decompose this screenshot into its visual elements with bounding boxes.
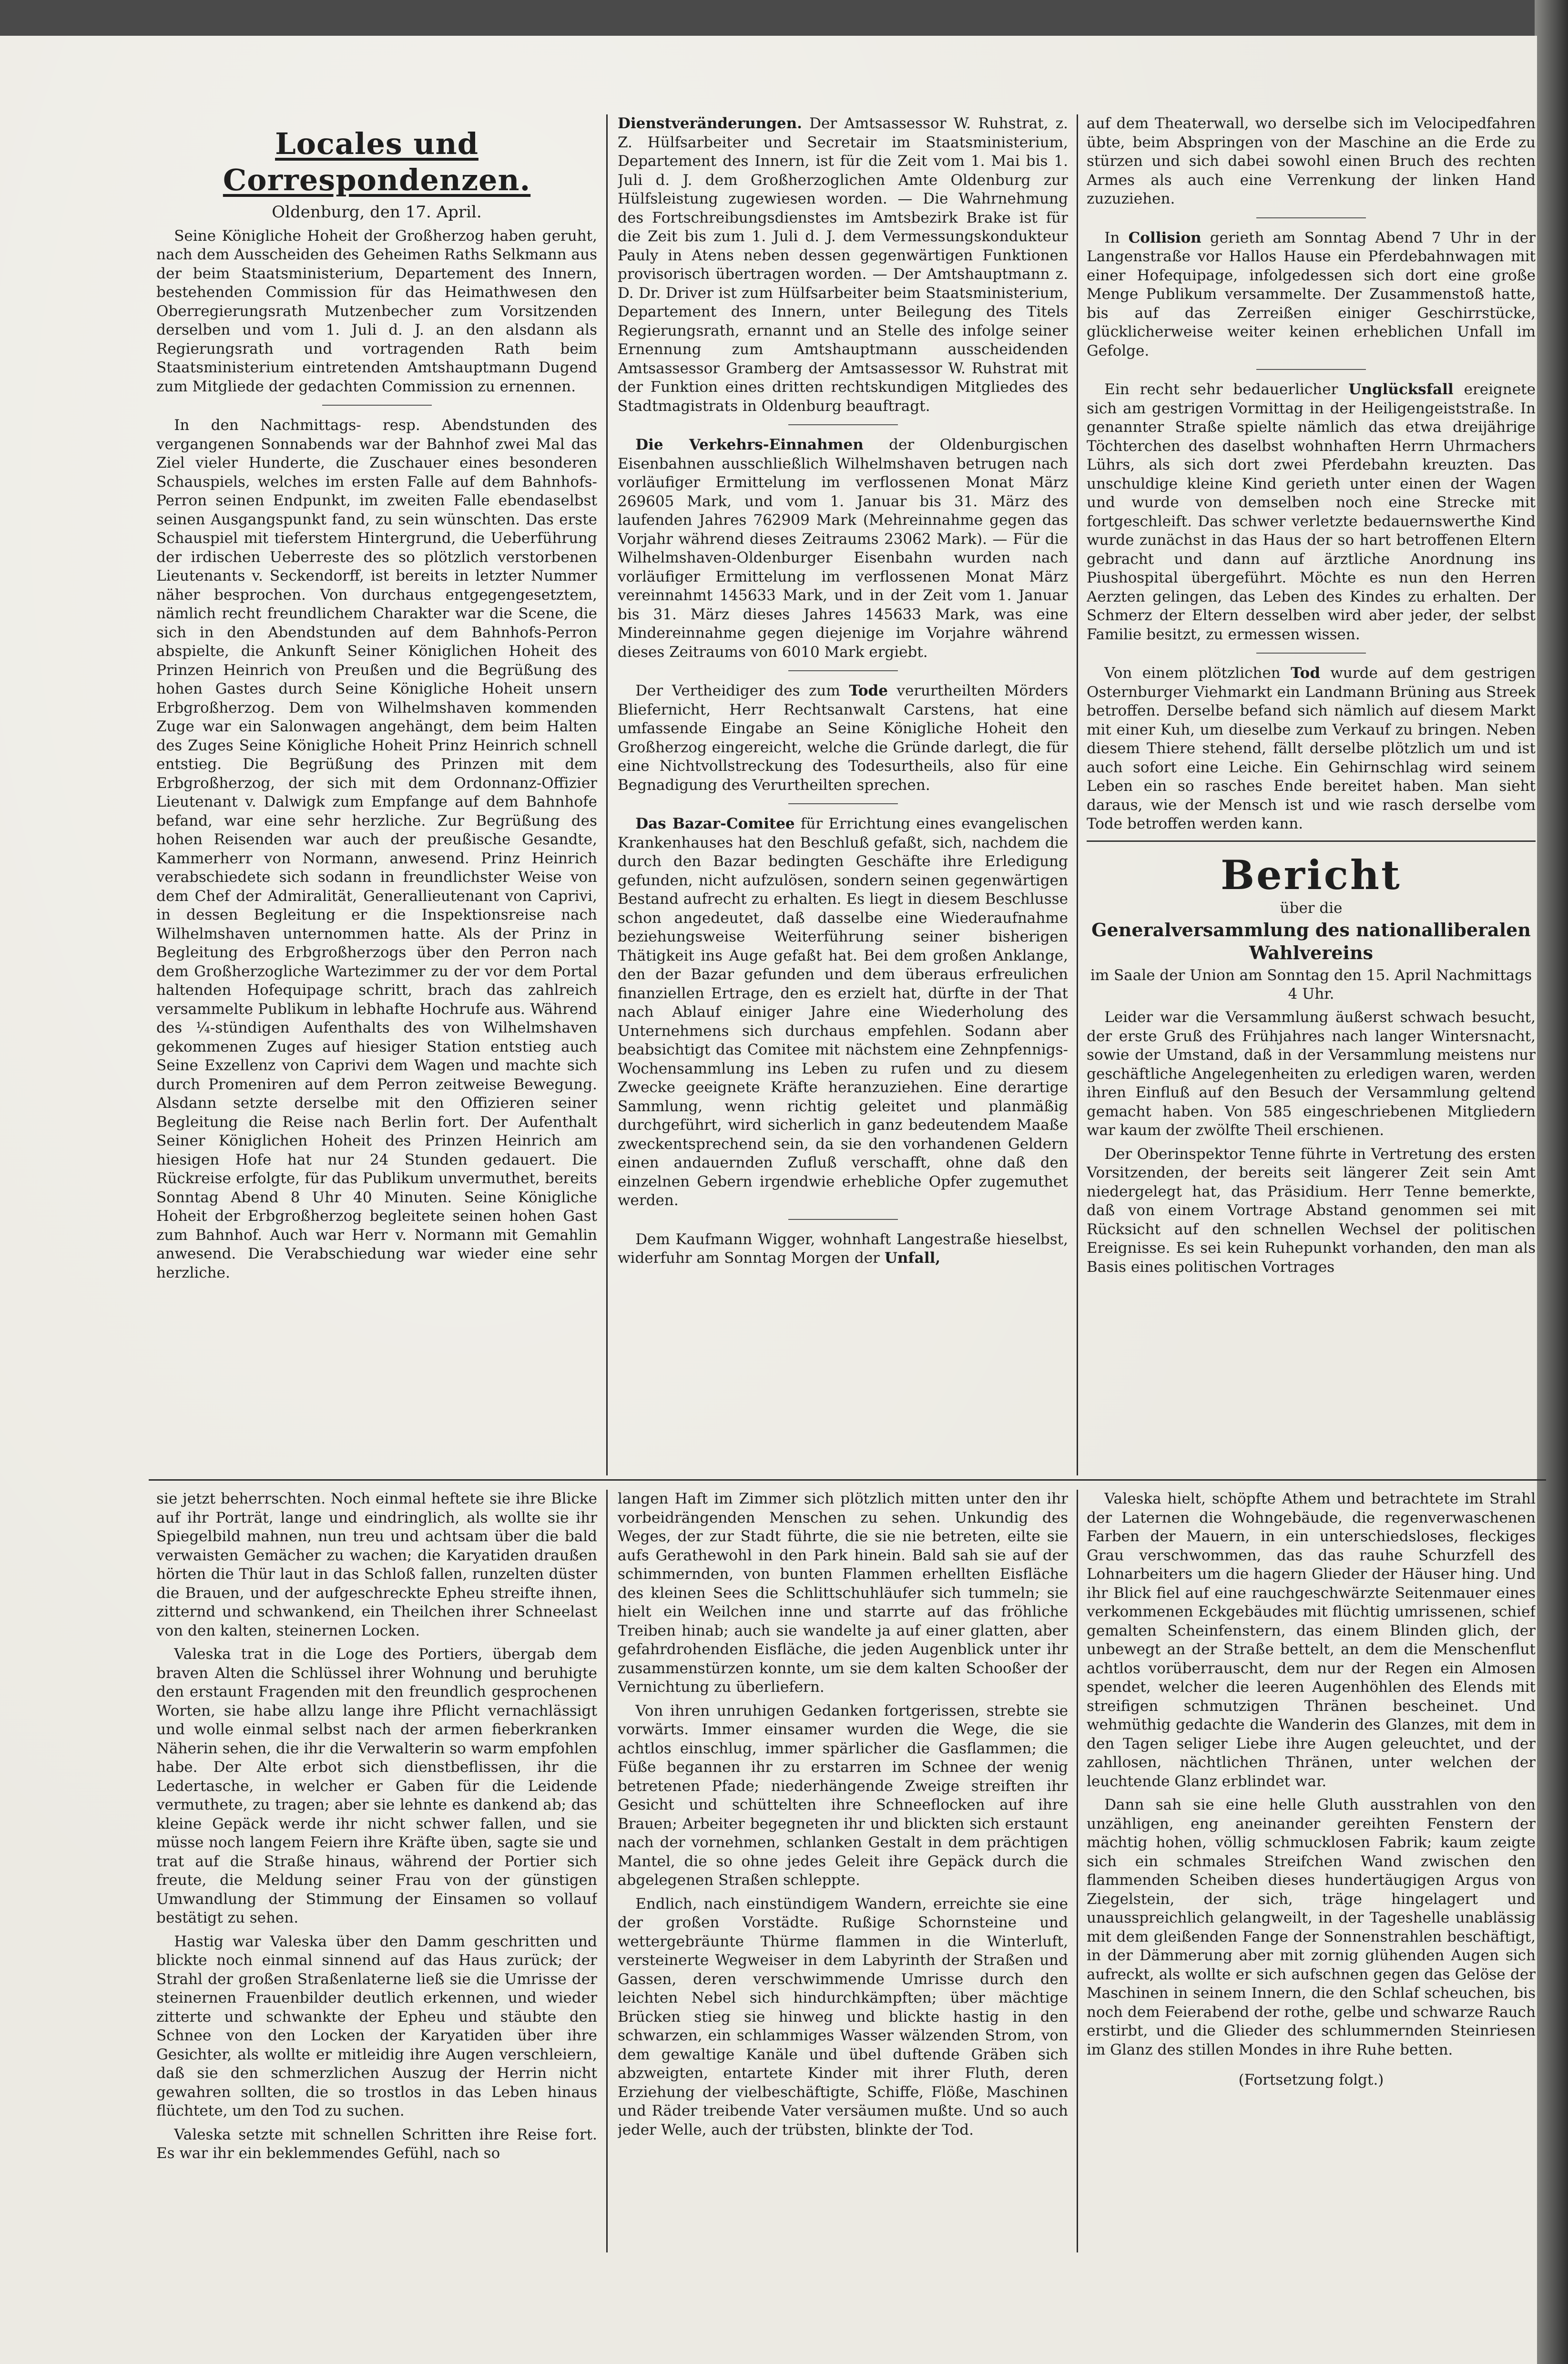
separator — [322, 405, 432, 406]
separator — [1256, 653, 1366, 654]
feuilleton-column-3 — [1087, 1490, 1536, 2252]
separator — [788, 424, 898, 425]
headline-dienstveraenderungen: Dienstveränderungen. — [618, 115, 802, 132]
article-tode: Der Vertheidiger des zum Tode verurtheilten Mörders Bliefernicht, Herr Rechtsanwalt Carstens, hat eine umfassende Eingabe an Seine Königliche Hoheit den Großherzog eingereicht, welche die Gründe darlegt, die für eine Nichtvollstreckung des Todesurtheils, also für eine Begnadigung des Verurtheilten sprechen. — [618, 682, 1068, 794]
section-title: Locales und Correspondenzen. — [223, 126, 531, 197]
feuilleton-paragraph: Hastig war Valeska über den Damm geschritten und blickte noch einmal sinnend auf das Haus zurück; der Strahl der großen Straßenlaterne ließ sie die Umrisse der steinernen Frauenbilder deutlich erkennen, und wieder zitterte und schwankte der Epheu und stäubte den Schnee von den Locken der Karyatiden über ihre Gesichter, als wollte er mitleidig ihre Augen verschleiern, daß sie den schmerzlichen Auszug der Herrin nicht gewahren sollten, die so trostlos in das Leben hinaus flüchtete, um den Tod zu suchen. — [156, 1933, 597, 2119]
article-unfall-continued: auf dem Theaterwall, wo derselbe sich im Velocipedfahren übte, beim Abspringen von der Maschine an die Erde zu stürzen und sich dabei sowohl einen Bruch des rechten Armes als auch eine Verrenkung der linken Hand zuzuziehen. — [1087, 115, 1536, 207]
feuilleton-paragraph: Valeska setzte mit schnellen Schritten ihre Reise fort. Es war ihr ein beklemmendes Gefühl, nach so — [156, 2126, 597, 2162]
column-rule-1 — [606, 114, 608, 1475]
feuilleton-rule — [149, 1479, 1546, 1481]
feuilleton-paragraph: sie jetzt beherrschten. Noch einmal heftete sie ihre Blicke auf ihr Porträt, lange und eindringlich, als wollte sie ihr Spiegelbild mahnen, nun treu und achtsam über die bald verwaisten Gemächer zu wachen; die Karyatiden draußen hörten die Thür laut in das Schloß fallen, runzelten düster die Brauen, und der aufgeschreckte Epheu streifte ihnen, zitternd und schwankend, ein Theilchen ihrer Schneelast von den kalten, steinernen Locken. — [156, 1490, 597, 1639]
feuilleton-paragraph: langen Haft im Zimmer sich plötzlich mitten unter den ihr vorbeidrängenden Menschen zu sehen. Unkundig des Weges, der zur Stadt führte, die sie nie betreten, eilte sie aufs Gerathewohl in den Park hinein. Bald sah sie auf der schimmernden, von bunten Flammen erhellten Eisfläche des kleinen Sees die Schlittschuhläufer sich tummeln; sie hielt ein Weilchen inne und starrte auf das fröhliche Treiben hinab; auch sie wandelte ja auf einer glatten, aber gefahrdrohenden Eisfläche, die jeden Augenblick unter ihr zusammenstürzen konnte, um sie dem kalten Schooßer der Vernichtung zu überliefern. — [618, 1490, 1068, 1696]
bericht-place: im Saale der Union am Sonntag den 15. April Nachmittags 4 Uhr. — [1090, 967, 1532, 1003]
headline-unfall: Unfall, — [884, 1249, 941, 1267]
column-rule-2 — [1077, 114, 1078, 1475]
column-2 — [618, 114, 1068, 1473]
article-tod: Von einem plötzlichen Tod wurde auf dem gestrigen Osternburger Viehmarkt ein Landmann Brüning aus Streek betroffen. Derselbe befand sich nämlich auf diesem Markt mit einer Kuh, um dieselbe zum Verkauf zu bringen. Neben diesem Thiere stehend, fällt derselbe plötzlich um und ist auch sofort eine Leiche. Ein Gehirnschlag wird seinem Leben ein so rasches Ende bereitet haben. Man sieht daraus, wie der Mensch ist und wie rasch derselbe vom Tode betroffen werden kann. — [1087, 665, 1536, 832]
scan-border-top — [0, 0, 1568, 38]
bericht-subtitle: Generalversammlung des nationalliberalen Wahlvereins — [1091, 919, 1531, 963]
feuilleton-rule-2 — [1077, 1490, 1078, 2252]
headline-collision: Collision — [1128, 229, 1201, 246]
column-3 — [1087, 114, 1536, 1473]
feuilleton-column-1 — [156, 1490, 597, 2252]
article-prinz-heinrich: In den Nachmittags- resp. Abendstunden des vergangenen Sonnabends war der Bahnhof zwei Mal das Ziel vieler Hunderte, die Zuschauer eines besonderen Schauspiels, welches im ersten Falle auf dem Bahnhofs-Perron seinen Endpunkt, im zweiten Falle ebendaselbst seinen Ausgangspunkt fand, zu sein wünschten. Das erste Schauspiel mit tieferstem Hintergrund, die Ueberführung der irdischen Ueberreste des so plötzlich verstorbenen Lieutenants v. Seckendorff, ist bereits in letzter Nummer näher besprochen. Von durchaus entgegengesetztem, nämlich recht freundlichem Charakter war die Scene, die sich in den Abendstunden auf dem Bahnhofs-Perron abspielte, die Ankunft Seiner Königlichen Hoheit des Prinzen Heinrich von Preußen und die Begrüßung des hohen Gastes durch Seine Königliche Hoheit unsern Erbgroßherzog. Dem von Wilhelmshaven kommenden Zuge war ein Salonwagen angehängt, dem beim Halten des Zuges Seine Königliche Hoheit Prinz Heinrich schnell entstieg. Die Begrüßung des Prinzen mit dem Erbgroßherzog, der sich mit dem Ordonnanz-Offizier Lieutenant v. Dalwigk zum Empfange auf dem Bahnhofe befand, war eine sehr herzliche. Zur Begrüßung des hohen Reisenden war auch der preußische Gesandte, Kammerherr von Normann, anwesend. Prinz Heinrich verabschiedete sich sodann in freundlichster Weise von dem Chef der Admiralität, Generallieutenant von Caprivi, in dessen Begleitung er die Inspektionsreise nach Wilhelmshaven unternommen hatte. Als der Prinz in Begleitung des Erbgroßherzogs über den Perron nach dem Großherzogliche Wartezimmer zu der vor dem Portal haltenden Hofequipage schritt, brach das zahlreich versammelte Publikum in lebhafte Hochrufe aus. Während des ¼-stündigen Aufenthalts des von Wilhelmshaven gekommenen Zuges auf hiesiger Station entstieg auch Seine Exzellenz von Caprivi dem Wagen und machte sich durch Promeniren auf dem Perron zeitweise Bewegung. Alsdann setzte derselbe mit den Offizieren seiner Begleitung die Reise nach Berlin fort. Der Aufenthalt Seiner Königlichen Hoheit des Prinzen Heinrich am hiesigen Hofe hat nur 24 Stunden gedauert. Die Rückreise erfolgte, für das Publikum unvermuthet, bereits Sonntag Abend 8 Uhr 40 Minuten. Seine Königliche Hoheit der Erbgroßherzog begleitete seinen hohen Gast zum Bahnhof. Auch war Herr v. Normann mit Gemahlin anwesend. Die Verabschiedung war wieder eine sehr herzliche. — [156, 417, 597, 1281]
article-bazar-comitee: Das Bazar-Comitee für Errichtung eines evangelischen Krankenhauses hat den Beschluß gefaßt, sich, nachdem die durch den Bazar bedingten Geschäfte ihre Erledigung gefunden, nicht aufzulösen, sondern seinen gegenwärtigen Bestand aufrecht zu erhalten. Es liegt in diesem Beschlusse schon angedeutet, daß dasselbe eine Wiederaufnahme beziehungsweise Weiterführung seiner bisherigen Thätigkeit ins Auge gefaßt hat. Bei dem großen Anklange, den der Bazar gefunden und dem überaus erfreulichen finanziellen Ertrage, den es erzielt hat, dürfte in der That nach Ablauf einiger Jahre eine Wiederholung des Unternehmens sich durchaus empfehlen. Sodann aber beabsichtigt das Comitee mit nächstem eine Zehnpfennigs-Wochensammlung ins Leben zu rufen und zu diesem Zwecke geeignete Kräfte heranzuziehen. Eine derartige Sammlung, wenn richtig geleitet und planmäßig durchgeführt, wird sicherlich in ganz bedeutendem Maaße zweckentsprechend sein, da sie den vorhandenen Geldern einen andauernden Zufluß verschafft, ohne daß den einzelnen Gebern irgendwie erhebliche Opfer zugemuthet werden. — [618, 815, 1068, 1209]
article-unfall: Dem Kaufmann Wigger, wohnhaft Langestraße hieselbst, widerfuhr am Sonntag Morgen der Unfall, — [618, 1230, 1068, 1267]
scan-border-right — [1535, 0, 1568, 2364]
separator-bericht — [1087, 840, 1536, 842]
article-grossherzog: Seine Königliche Hoheit der Großherzog haben geruht, nach dem Ausscheiden des Geheimen Raths Selkmann aus der beim Staatsministerium, Departement des Innern, bestehenden Commission für das Heimathwesen den Oberregierungsrath Mutzenbecher zum Vorsitzenden derselben und vom 1. Juli d. J. an den alsdann als Regierungsrath und vortragenden Rath beim Staatsministerium eintretenden Amtshauptmann Dugend zum Mitgliede der gedachten Commission zu ernennen. — [156, 227, 597, 395]
feuilleton-column-2 — [618, 1490, 1068, 2252]
continuation-note: (Fortsetzung folgt.) — [1238, 2071, 1384, 2088]
separator — [788, 803, 898, 804]
column-1 — [156, 114, 597, 1473]
headline-verkehrs-einnahmen: Die Verkehrs-Einnahmen — [635, 436, 864, 453]
feuilleton-paragraph: Von ihren unruhigen Gedanken fortgerissen, strebte sie vorwärts. Immer einsamer wurden die Wege, die sie achtlos einschlug, immer spärlicher die Gasflammen; die Füße begannen ihr zu erstarren im Schnee der wenig betretenen Pfade; niederhängende Zweige streiften ihr Gesicht und schüttelten ihre Schneeflocken auf ihre Brauen; Arbeiter begegneten ihr und blickten sich erstaunt nach der vornehmen, schlanken Gestalt in dem prächtigen Mantel, die so ohne jedes Geleit ihre Gepäck durch die abgelegenen Straßen schleppte. — [618, 1702, 1068, 1889]
article-dienstveraenderungen: Dienstveränderungen. Der Amtsassessor W. Ruhstrat, z. Z. Hülfsarbeiter und Secretair im Staatsministerium, Departement des Innern, ist für die Zeit vom 1. Mai bis 1. Juli d. J. dem Großherzoglichen Amte Oldenburg zur Hülfsleistung zugewiesen worden. — Die Wahrnehmung des Fortschreibungsdienstes im Amtsbezirk Brake ist für die Zeit bis zum 1. Juli d. J. dem Vermessungskondukteur Pauly in Atens neben dessen gegenwärtigen Funktionen provisorisch übertragen worden. — Der Amtshauptmann z. D. Dr. Driver ist zum Hülfsarbeiter beim Staatsministerium, Departement des Innern, unter Beilegung des Titels Regierungsrath, ernannt und an Stelle des infolge seiner Ernennung zum Amtshauptmann ausscheidenden Amtsassessor Gramberg der Amtsassessor W. Ruhstrat mit der Funktion eines dritten rechtskundigen Mitgliedes des Stadtmagistrats in Oldenburg beauftragt. — [618, 115, 1068, 415]
feuilleton-paragraph: Valeska hielt, schöpfte Athem und betrachtete im Strahl der Laternen die Wohngebäude, die regenverwaschenen Farben der Mauern, in ein unterschiedsloses, fleckiges Grau verschwommen, das das rauhe Schurzfell des Lohnarbeiters um die hagern Glieder der Häuser hing. Und ihr Blick fiel auf eine rauchgeschwärzte Seitenmauer eines verkommenen Eckgebäudes mit flüchtig umrissenen, schief gemalten Scheinfenstern, das einem Blinden glich, der unbewegt an der Straße bettelt, an dem die Menschenflut achtlos vorüberrauscht, dem nur der Regen ein Almosen spendet, welcher die leeren Augenhöhlen des Elends mit streifigen schmutzigen Thränen bescheinet. Und wehmüthig gedachte die Wanderin des Glanzes, mit dem in den Tagen seliger Liebe ihre Augen geleuchtet, und der zahllosen, nächtlichen Thränen, unter welchen der leuchtende Glanz erblindet war. — [1087, 1490, 1536, 1790]
feuilleton-paragraph: Dann sah sie eine helle Gluth ausstrahlen von den unzähligen, eng aneinander gereihten Fenstern der mächtig hohen, völlig schmucklosen Fabrik; kaum zeigte sich ein schmales Streifchen Wand zwischen den flammenden Scheiben dieses hundertäugigen Argus von Ziegelstein, der sich, träge hingelagert und unausspreichlich gelangweilt, in der Tageshelle unablässig mit dem gleißenden Fange der Sonnenstrahlen beschäftigt, in der Dämmerung aber mit zornig glühenden Augen sich aufreckt, als wollte er sich aufschnen gegen das Gelöse der Maschinen in seinem Innern, die den Schlaf scheuchen, bis noch dem Feierabend der rothe, gelbe und schwarze Rauch erstirbt, und die Glieder des schlummernden Steinriesen im Glanz des stillen Mondes in ihre Ruhe betten. — [1087, 1796, 1536, 2058]
separator — [1256, 217, 1366, 218]
bericht-title: Bericht — [1221, 851, 1402, 899]
separator — [788, 670, 898, 671]
article-collision: In Collision gerieth am Sonntag Abend 7 Uhr in der Langenstraße vor Hallos Hause ein Pferdebahnwagen mit einer Hofequipage, infolgedessen sich dort eine große Menge Publikum versammelte. Der Zusammenstoß hatte, bis auf das Zerreißen einiger Geschirrstücke, glücklicherweise weiter keinen erheblichen Unfall im Gefolge. — [1087, 229, 1536, 359]
article-verkehrs-einnahmen: Die Verkehrs-Einnahmen der Oldenburgischen Eisenbahnen ausschließlich Wilhelmshaven betrugen nach vorläufiger Ermittelung im verflossenen Monat März 269605 Mark, und vom 1. Januar bis 31. März des laufenden Jahres 762909 Mark (Mehreinnahme gegen das Vorjahr während dieses Zeitraums 23062 Mark). — Für die Wilhelmshaven-Oldenburger Eisenbahn wurden nach vorläufiger Ermittelung im verflossenen Monat März vereinnahmt 145633 Mark, und in der Zeit vom 1. Januar bis 31. März dieses Jahres 145633 Mark, was eine Mindereinnahme gegen diejenige im Vorjahre während dieses Zeitraums von 6010 Mark ergiebt. — [618, 436, 1068, 661]
headline-tod: Tod — [1291, 665, 1321, 682]
separator — [788, 1219, 898, 1220]
bericht-paragraph-2: Der Oberinspektor Tenne führte in Vertretung des ersten Vorsitzenden, der bereits seit längerer Zeit sein Amt niedergelegt hat, das Präsidium. Herr Tenne bemerkte, daß von einem Vortrage Abstand genommen sei mit Rücksicht auf den schnellen Wechsel der politischen Ereignisse. Es sei kein Ruhepunkt vorhanden, den man als Basis eines politischen Vortrages — [1087, 1145, 1536, 1276]
newspaper-page — [0, 36, 1537, 2364]
headline-bazar-comitee: Das Bazar-Comitee — [635, 815, 795, 832]
bericht-paragraph-1: Leider war die Versammlung äußerst schwach besucht, der erste Gruß des Frühjahres nach langer Wintersnacht, sowie der Umstand, daß in der Versammlung meistens nur geschäftliche Angelegenheiten zu erledigen waren, werden ihren Einfluß auf den Besuch der Versammlung geltend gemacht haben. Von 585 eingeschriebenen Mitgliedern war kaum der zwölfte Theil erschienen. — [1087, 1009, 1536, 1139]
feuilleton-paragraph: Endlich, nach einstündigem Wandern, erreichte sie eine der großen Vorstädte. Rußige Schornsteine und wettergebräunte Thürme flammen in die Winterluft, versteinerte Wegweiser in dem Labyrinth der Straßen und Gassen, deren verschwimmende Umrisse durch den leichten Nebel sich hindurchkämpften; über mächtige Brücken stieg sie hinweg und blickte hastig in den schwarzen, ein schlammiges Wasser wälzenden Strom, von dem gewaltige Kanäle und übel duftende Gräben sich abzweigten, entartete Kinder mit ihrer Fluth, deren Erziehung der vielbeschäftigte, Schiffe, Flöße, Maschinen und Räder treibende Vater versäumen mußte. Und so auch jeder Welle, auch der trübsten, blinkte der Tod. — [618, 1895, 1068, 2139]
feuilleton-rule-1 — [606, 1490, 608, 2252]
headline-tode: Tode — [849, 682, 888, 699]
bericht-ueber: über die — [1280, 899, 1343, 917]
feuilleton-paragraph: Valeska trat in die Loge des Portiers, übergab dem braven Alten die Schlüssel ihrer Wohnung und beruhigte den erstaunt Fragenden mit den freundlich gesprochenen Worten, sie habe allzu lange ihre Pflicht vernachlässigt und wolle einmal selbst nach der armen fieberkranken Näherin sehen, die ihr die Verwalterin so warm empfohlen habe. Der Alte erbot sich dienstbeflissen, ihr die Ledertasche, in welcher er Gaben für die Leidende vermuthete, zu tragen; aber sie lehnte es dankend ab; das kleine Gepäck werde ihr nicht schwer fallen, und sie müsse noch langem Feiern ihre Kräfte üben, sagte sie und trat auf die Straße hinaus, während der Portier sich freute, die Meldung seiner Frau von der günstigen Umwandlung der Stimmung der Einsamen so vollauf bestätigt zu sehen. — [156, 1646, 597, 1926]
article-ungluecksfall: Ein recht sehr bedauerlicher Unglücksfall ereignete sich am gestrigen Vormittag in der Heiligengeiststraße. In genannter Straße spielte nämlich das etwa dreijährige Töchterchen des daselbst wohnhaften Herrn Uhrmachers Lührs, als sich dort zwei Pferdebahn kreuzten. Das unschuldige kleine Kind gerieth unter einen der Wagen und wurde von demselben noch eine Strecke mit fortgeschleift. Das schwer verletzte bedauernswerthe Kind wurde zunächst in das Haus der so hart betroffenen Eltern gebracht und dann auf ärztliche Anordnung ins Piushospital übergeführt. Möchte es nun den Herren Aerzten gelingen, das Leben des Kindes zu erhalten. Der Schmerz der Eltern desselben wird aber jeder, der selbst Familie besitzt, zu ermessen wissen. — [1087, 381, 1536, 643]
dateline: Oldenburg, den 17. April. — [272, 203, 482, 222]
headline-ungluecksfall: Unglücksfall — [1348, 381, 1454, 398]
separator — [1256, 369, 1366, 370]
